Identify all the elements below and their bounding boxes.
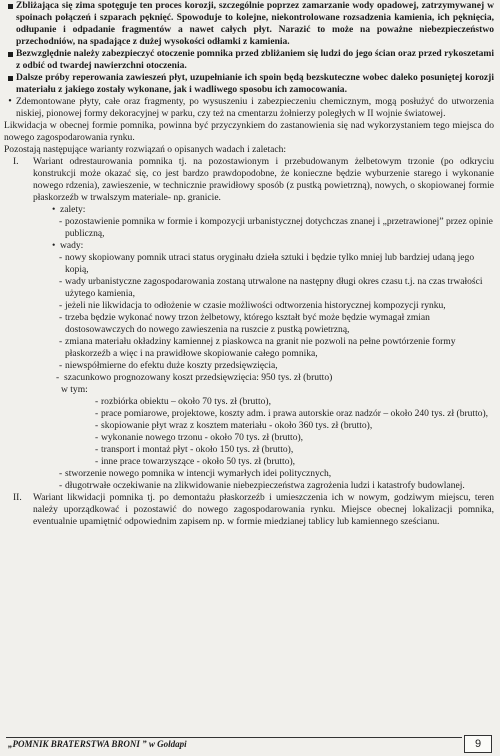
list-item bbox=[59, 252, 494, 276]
list-item-text: długotrwałe oczekiwanie na zlikwidowanie niebezpieczeństwa zagrożenia ludzi i katastrofy budowlanej. bbox=[65, 480, 465, 491]
pros-heading bbox=[52, 204, 494, 216]
square-bullet-icon bbox=[4, 48, 16, 57]
cost-item-text: inne prace towarzyszące - około 50 tys. zł (brutto), bbox=[101, 456, 296, 467]
list-item-text: jeżeli nie likwidacja to odłożenie w czasie możliwości odtworzenia historycznej kompozycji rynku, bbox=[65, 300, 446, 311]
variant-label: II. bbox=[13, 492, 22, 503]
dash-icon: - bbox=[59, 252, 63, 263]
list-item-text: zmiana materiału okładziny kamiennej z piaskowca na granit nie pozwoli na pełne powtórzenie formy płaskorzeźb a więc i na prawidłowe skopiowanie całego pomnika, bbox=[65, 336, 456, 359]
variant-two bbox=[13, 492, 494, 528]
dash-icon: - bbox=[95, 396, 99, 407]
cons-heading bbox=[52, 240, 494, 252]
document-body bbox=[4, 0, 494, 528]
page-footer bbox=[0, 733, 500, 753]
cons-label: wady: bbox=[60, 240, 84, 251]
square-bullet-icon bbox=[4, 0, 16, 9]
cost-item-text: wykonanie nowego trzonu - około 70 tys. zł (brutto), bbox=[101, 432, 304, 443]
bullet-item bbox=[4, 96, 494, 120]
bullet-item bbox=[4, 0, 494, 48]
footer-rule bbox=[6, 737, 462, 738]
variant-one bbox=[13, 156, 494, 204]
dash-icon: - bbox=[59, 360, 63, 371]
dash-icon: - bbox=[59, 480, 63, 491]
variant-text: Wariant odrestaurowania pomnika tj. na pozostawionym i przebudowanym żelbetowym trzonie (po odkryciu konstrukcji może okazać się, co jest bardzo prawdopodobne, że konieczne będzie wyburzenie starego i wykonanie nowego rdzenia), zawieszenie, w technicznie prawidłowy sposób (z pustką powietrzną), nowych, o skopiowanej formie płaskorzeźb w trwalszym materiale- np. granicie. bbox=[33, 156, 494, 203]
dash-icon: - bbox=[59, 468, 63, 479]
list-item bbox=[59, 480, 494, 492]
bullet-text: Zbliżająca się zima spotęguje ten proces korozji, szczególnie poprzez zamarzanie wody opadowej, zatrzymywanej w spoinach połączeń i szparach pęknięć. Spowoduje to kolejne, niekontrolowane rozsadzenia kamienia, ich pęknięcia, odłupanie i odpadanie fragmentów a nawet całych płyt. Narazić to może na poważne niebezpieczeństwo przechodniów, na spadające z dużej wysokości odłamki z kamienia. bbox=[16, 0, 494, 47]
bullet-text: Dalsze próby reperowania zawieszeń płyt, uzupełnianie ich spoin będą bezskuteczne wobec daleko posuniętej korozji materiału z jakiego zostały wykonane, jak i wadliwego sposobu ich zamocowania. bbox=[16, 72, 494, 95]
dash-icon: - bbox=[59, 336, 63, 347]
list-item bbox=[59, 216, 494, 240]
cost-item-text: rozbiórka obiektu – około 70 tys. zł (brutto), bbox=[101, 396, 271, 407]
cost-item-text: skopiowanie płyt wraz z kosztem materiału - około 360 tys. zł (brutto), bbox=[101, 420, 373, 431]
list-item bbox=[59, 276, 494, 300]
bullet-text: Zdemontowane płyty, całe oraz fragmenty, po wysuszeniu i zabezpieczeniu chemicznym, mogą posłużyć do utworzenia niskiej, pionowej formy dekoracyjnej w parku, czy też na cmentarzu żołnierzy poległych w II wojnie światowej. bbox=[16, 96, 494, 119]
cost-summary bbox=[56, 372, 494, 384]
variant-label: I. bbox=[13, 156, 19, 167]
cost-breakdown-label: w tym: bbox=[61, 384, 88, 395]
dash-icon: - bbox=[59, 216, 63, 227]
dash-icon: - bbox=[95, 432, 99, 443]
square-bullet-icon bbox=[4, 72, 16, 81]
list-item-text: pozostawienie pomnika w formie i kompozycji urbanistycznej dotychczas znanej i „przetrawionej” przez opinie publiczną, bbox=[65, 216, 493, 239]
bullet-text: Bezwzględnie należy zabezpieczyć otoczenie pomnika przed zbliżaniem się ludzi do jego ścian oraz przed rykoszetami z odbić od twardej nawierzchni otoczenia. bbox=[16, 48, 494, 71]
list-item-text: niewspółmierne do efektu duże koszty przedsięwzięcia, bbox=[65, 360, 278, 371]
round-bullet-icon: • bbox=[8, 96, 12, 107]
list-item-text: wady urbanistyczne zagospodarowania zostaną utrwalone na następny długi okres czasu t.j. na czas trwałości użytego kamienia, bbox=[65, 276, 483, 299]
dash-icon: - bbox=[59, 312, 63, 323]
bullet-icon: • bbox=[52, 204, 56, 215]
cost-item bbox=[95, 432, 494, 444]
cost-item bbox=[95, 396, 494, 408]
paragraph: Likwidacja w obecnej formie pomnika, powinna być przyczynkiem do zastanowienia się nad wykorzystaniem tego miejsca do nowego zagospodarowania rynku. bbox=[4, 120, 494, 143]
dash-icon: - bbox=[56, 372, 60, 383]
dash-icon: - bbox=[59, 276, 63, 287]
cost-item bbox=[95, 444, 494, 456]
list-item bbox=[59, 336, 494, 360]
list-item-text: nowy skopiowany pomnik utraci status oryginału dzieła sztuki i będzie tylko mniej lub bardziej udaną jego kopią, bbox=[65, 252, 475, 275]
cost-item bbox=[95, 408, 494, 420]
paragraph: Pozostają następujące warianty rozwiązań o opisanych wadach i zaletach: bbox=[4, 144, 287, 155]
list-item bbox=[59, 468, 494, 480]
dash-icon: - bbox=[59, 300, 63, 311]
cost-summary-text: szacunkowo prognozowany koszt przedsięwzięcia: 950 tys. zł (brutto) bbox=[64, 372, 333, 383]
list-item bbox=[59, 300, 494, 312]
list-item-text: trzeba będzie wykonać nowy trzon żelbetowy, którego kształt być może będzie wymagał zmian dostosowawczych do nowego zawieszenia na ruszcie z pustką powietrzną, bbox=[65, 312, 430, 335]
cost-item-text: transport i montaż płyt - około 150 tys. zł (brutto), bbox=[101, 444, 294, 455]
dash-icon: - bbox=[95, 444, 99, 455]
bullet-item bbox=[4, 48, 494, 72]
dash-icon: - bbox=[95, 408, 99, 419]
cost-item-text: prace pomiarowe, projektowe, koszty adm. i prawa autorskie oraz nadzór – około 240 tys. zł (brutto), bbox=[101, 408, 489, 419]
footer-title: „POMNIK BRATERSTWA BRONI ” w Goldapi bbox=[8, 739, 187, 749]
pros-label: zalety: bbox=[60, 204, 86, 215]
dash-icon: - bbox=[95, 420, 99, 431]
list-item bbox=[59, 312, 494, 336]
bullet-item bbox=[4, 72, 494, 96]
list-item bbox=[59, 360, 494, 372]
variant-text: Wariant likwidacji pomnika tj. po demontażu płaskorzeźb i umieszczenia ich w nowym, godziwym miejscu, teren należy uporządkować i pozostawić do nowego zagospodarowania rynku. Miejsce obecnej lokalizacji pomnika, eventualnie upamiętnić odpowiednim zapisem np. w formie miedzianej tablicy lub kamiennego sześcianu. bbox=[33, 492, 494, 527]
list-item-text: stworzenie nowego pomnika w intencji wymarłych idei politycznych, bbox=[65, 468, 332, 479]
cost-item bbox=[95, 456, 494, 468]
cost-item bbox=[95, 420, 494, 432]
bullet-icon: • bbox=[52, 240, 56, 251]
page-number: 9 bbox=[464, 735, 492, 753]
dash-icon: - bbox=[95, 456, 99, 467]
